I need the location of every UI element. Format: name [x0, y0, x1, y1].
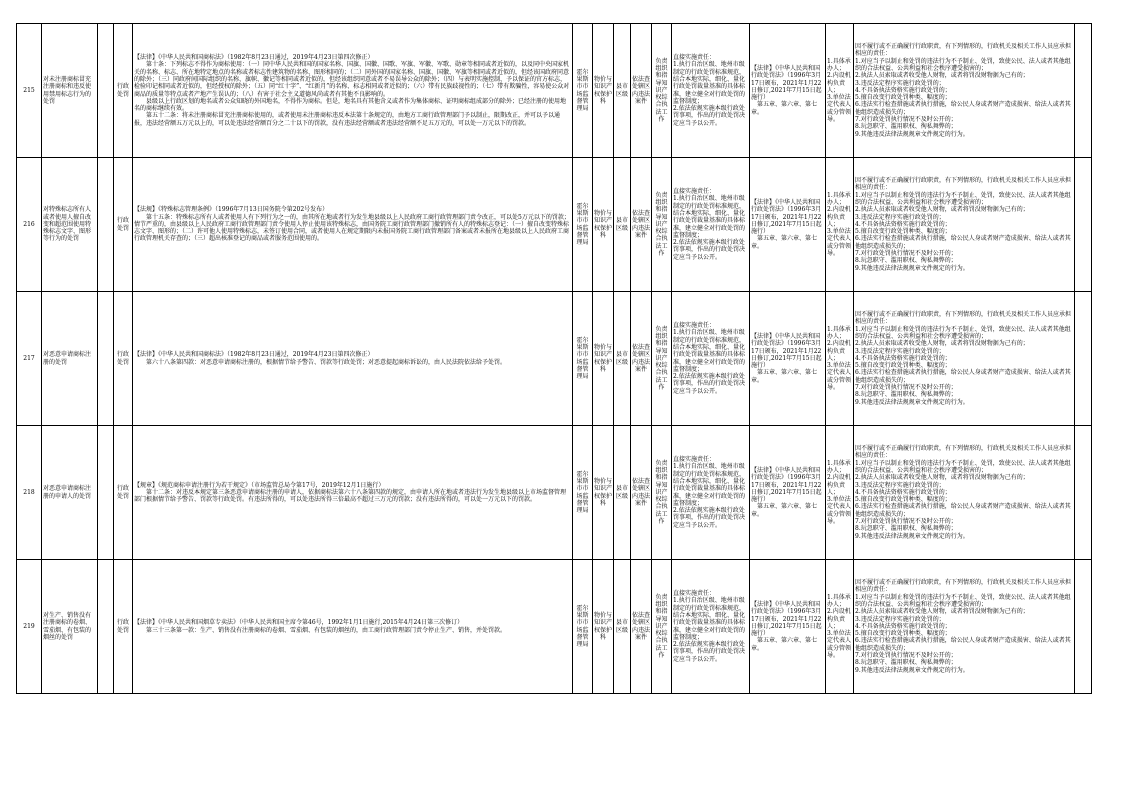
item-name: 对未注册商标冒充注册商标和违反使用禁用标志行为的处罚 — [42, 24, 98, 158]
department: 霍尔果斯市市场监督管理局 — [573, 426, 593, 560]
accountability-clauses: 因不履行或不正确履行行政职责，有下列情形的，行政机关及相关工作人员应承担相应的责任： 1.对应当予以制止和处罚的违法行为不予制止、处罚，致使公民、法人或者其他组织的合法权益、公共利益和社会秩序遭受损害的； 2.执法人员索取或者收受他人财物，或者将罚没财物据为己有的； 3.违反法定程序实施行政处罚的； 4.不具备执法资格实施行政处罚的； 5.擅自改变行政处罚种类、幅度的； 6.违法实行检查措施或者执行措施，给公民人身或者财产造成损害、给法人或者其他组织造成损失的； 7.对行政处罚执行情况不及时公开的； 8.玩忽职守、滥用职权、徇私舞弊的； 9.其他违反法律法规规章文件规定的行为。 — [854, 292, 1075, 426]
jurisdiction-scope: 依法查处辖区内违法案件 — [631, 426, 652, 560]
legal-basis — [133, 560, 573, 694]
blank-cell — [1075, 426, 1092, 560]
accountability-clauses: 因不履行或不正确履行行政职责，有下列情形的，行政机关及相关工作人员应承担相应的责任： 1.对应当予以制止和处罚的违法行为不予制止、处罚，致使公民、法人或者其他组织的合法权益、公共利益和社会秩序遭受损害的； 2.执法人员索取或者收受他人财物，或者将罚没财物据为己有的； 3.违反法定程序实施行政处罚的； 4.不具备执法资格实施行政处罚的； 5.擅自改变行政处罚种类、幅度的； 6.违法实行检查措施或者执行措施，给公民人身或者财产造成损害、给法人或者其他组织造成损失的； 7.对行政处罚执行情况不及时公开的； 8.玩忽职守、滥用职权、徇私舞弊的； 9.其他违反法律法规规章文件规定的行为。 — [854, 560, 1075, 694]
blank-cell — [98, 292, 114, 426]
table-row — [17, 560, 1092, 694]
item-type: 行政处罚 — [114, 24, 133, 158]
table-row — [17, 292, 1092, 426]
legal-basis-text: 【规章】《规范商标申请注册行为若干规定》（市场监管总局令第17号，2019年12月1日施行） 第十二条：对违反本规定第三条恶意申请商标注册的申请人，依据商标法第六十八条第四款的规定，由申请人所在地或者违法行为发生地县级以上市场监督管理部门根据情节给予警告、罚款等行政处罚。有违法所得的，可以处违法所得三倍最高不超过三万元的罚款；没有违法所得的，可以处一万元以下的罚款。 — [134, 481, 567, 504]
implementation-responsibility: 直接实施责任： 1.执行自治区级、地州市级制定的行政处罚标准规范，结合本地实际，细化、量化行政处罚裁量基准的具体标准，建立健全对行政处罚的监督制度； 2.依法依规实施本级行政处罚事项，作出的行政处罚决定应当予以公开。 — [672, 24, 750, 158]
table-row — [17, 24, 1092, 158]
internal-unit: 物价与知识产权保护科 — [593, 292, 614, 426]
internal-unit: 物价与知识产权保护科 — [593, 560, 614, 694]
responsibility-table — [16, 23, 1092, 694]
blank-cell — [1075, 158, 1092, 292]
responsible-subject: 1.具体承办人； 2.内设机构负责人； 3.单位法定代表人或分管领导。 — [826, 158, 854, 292]
responsibility-basis: 【法律】《中华人民共和国行政处罚法》（1996年3月17日颁布，2021年1月22日修订,2021年7月15日起施行） 第五章、第六章、第七章。 — [750, 24, 826, 158]
item-type: 行政处罚 — [114, 292, 133, 426]
department: 霍尔果斯市市场监督管理局 — [573, 24, 593, 158]
department: 霍尔果斯市市场监督管理局 — [573, 158, 593, 292]
exercise-level: 县市区级 — [614, 24, 631, 158]
item-name: 对恶意申请商标注册的申请人的处罚 — [42, 426, 98, 560]
jurisdiction-scope: 依法查处辖区内违法案件 — [631, 158, 652, 292]
item-type: 行政处罚 — [114, 560, 133, 694]
table-row — [17, 158, 1092, 292]
responsibility-duty: 负责组织和指导知识产权综合执法工作 — [652, 24, 672, 158]
legal-basis-text: 【法规】《特殊标志管理条例》（1996年7月13日国务院令第202号发布） 第十五条：特殊标志所有人或者使用人有下列行为之一的，由其所在地或者行为发生地县级以上人民政府工商行政管理部门责令改正，可以处5万元以下的罚款；情节严重的，由县级以上人民政府工商行政管理部门责令使用人停止使用该特殊标志，由国务院工商行政管理部门撤销所有人的特殊标志登记：（一）擅自改变特殊标志文字、图形的；（二）许可他人使用特殊标志，未签订使用合同，或者使用人在规定期限内未报国务院工商行政管理部门备案或者未报所在地县级以上人民政府工商行政管理机关存查的；（三）超出核准登记的商品或者服务范围使用的。 — [134, 206, 570, 243]
accountability-clauses: 因不履行或不正确履行行政职责，有下列情形的，行政机关及相关工作人员应承担相应的责任： 1.对应当予以制止和处罚的违法行为不予制止、处罚，致使公民、法人或者其他组织的合法权益、公共利益和社会秩序遭受损害的； 2.执法人员索取或者收受他人财物，或者将罚没财物据为己有的； 3.违反法定程序实施行政处罚的； 4.不具备执法资格实施行政处罚的； 5.擅自改变行政处罚种类、幅度的； 6.违法实行检查措施或者执行措施，给公民人身或者财产造成损害、给法人或者其他组织造成损失的； 7.对行政处罚执行情况不及时公开的； 8.玩忽职守、滥用职权、徇私舞弊的； 9.其他违反法律法规规章文件规定的行为。 — [854, 24, 1075, 158]
responsibility-duty: 负责组织和指导知识产权综合执法工作 — [652, 158, 672, 292]
accountability-clauses: 因不履行或不正确履行行政职责，有下列情形的，行政机关及相关工作人员应承担相应的责任： 1.对应当予以制止和处罚的违法行为不予制止、处罚，致使公民、法人或者其他组织的合法权益、公共利益和社会秩序遭受损害的； 2.执法人员索取或者收受他人财物，或者将罚没财物据为己有的； 3.违反法定程序实施行政处罚的； 4.不具备执法资格实施行政处罚的； 5.擅自改变行政处罚种类、幅度的； 6.违法实行检查措施或者执行措施，给公民人身或者财产造成损害、给法人或者其他组织造成损失的； 7.对行政处罚执行情况不及时公开的； 8.玩忽职守、滥用职权、徇私舞弊的； 9.其他违反法律法规规章文件规定的行为。 — [854, 426, 1075, 560]
department: 霍尔果斯市市场监督管理局 — [573, 292, 593, 426]
implementation-responsibility: 直接实施责任： 1.执行自治区级、地州市级制定的行政处罚标准规范，结合本地实际，细化、量化行政处罚裁量基准的具体标准，建立健全对行政处罚的监督制度； 2.依法依规实施本级行政处罚事项，作出的行政处罚决定应当予以公开。 — [672, 158, 750, 292]
exercise-level: 县市区级 — [614, 426, 631, 560]
legal-basis — [133, 158, 573, 292]
internal-unit: 物价与知识产权保护科 — [593, 426, 614, 560]
exercise-level: 县市区级 — [614, 292, 631, 426]
jurisdiction-scope: 依法查处辖区内违法案件 — [631, 292, 652, 426]
implementation-responsibility: 直接实施责任： 1.执行自治区级、地州市级制定的行政处罚标准规范，结合本地实际，细化、量化行政处罚裁量基准的具体标准，建立健全对行政处罚的监督制度； 2.依法依规实施本级行政处罚事项，作出的行政处罚决定应当予以公开。 — [672, 560, 750, 694]
item-name: 对特殊标志所有人或者使用人擅自改变和超范围使用特殊标志文字、图形等行为的处罚 — [42, 158, 98, 292]
exercise-level: 县市区级 — [614, 158, 631, 292]
blank-cell — [1075, 292, 1092, 426]
responsibility-duty: 负责组织和指导知识产权综合执法工作 — [652, 426, 672, 560]
responsible-subject: 1.具体承办人； 2.内设机构负责人； 3.单位法定代表人或分管领导。 — [826, 24, 854, 158]
implementation-responsibility: 直接实施责任： 1.执行自治区级、地州市级制定的行政处罚标准规范，结合本地实际，细化、量化行政处罚裁量基准的具体标准，建立健全对行政处罚的监督制度； 2.依法依规实施本级行政处罚事项，作出的行政处罚决定应当予以公开。 — [672, 426, 750, 560]
legal-basis-text: 【法律】《中华人民共和国商标法》（1982年8月23日通过，2019年4月23日第四次修正） 第十条：下列标志不得作为商标使用：（一）同中华人民共和国的国家名称、国旗、国徽、国歌、军旗、军徽、军歌、勋章等相同或者近似的，以及同中央国家机关的名称、标志、所在地特定地点的名称或者标志性建筑物的名称、图形相同的；（二）同外国的国家名称、国旗、国徽、军旗等相同或者近似的，但经该国政府同意的除外；（三）同政府间国际组织的名称、旗帜、徽记等相同或者近似的，但经该组织同意或者不易误导公众的除外；（四）与表明实施控制、予以保证的官方标志、检验印记相同或者近似的，但经授权的除外；（五）同“红十字”、“红新月”的名称、标志相同或者近似的；（六）带有民族歧视性的；（七）带有欺骗性，容易使公众对商品的质量等特点或者产地产生误认的；（八）有害于社会主义道德风尚或者有其他不良影响的。 县级以上行政区划的地名或者公众知晓的外国地名，不得作为商标。但是，地名具有其他含义或者作为集体商标、证明商标组成部分的除外；已经注册的使用地名的商标继续有效。 第五十二条：将未注册商标冒充注册商标使用的，或者使用未注册商标违反本法第十条规定的，由地方工商行政管理部门予以制止，限期改正，并可以予以通报，违法经营额五万元以上的，可以处违法经营额百分之二十以下的罚款，没有违法经营额或者违法经营额不足五万元的，可以处一万元以下的罚款。 — [134, 53, 570, 127]
blank-cell — [1075, 24, 1092, 158]
responsibility-duty: 负责组织和指导知识产权综合执法工作 — [652, 292, 672, 426]
responsible-subject: 1.具体承办人； 2.内设机构负责人； 3.单位法定代表人或分管领导。 — [826, 426, 854, 560]
legal-basis — [133, 292, 573, 426]
blank-cell — [1075, 560, 1092, 694]
item-type: 行政处罚 — [114, 158, 133, 292]
exercise-level: 县市区级 — [614, 560, 631, 694]
implementation-responsibility: 直接实施责任： 1.执行自治区级、地州市级制定的行政处罚标准规范，结合本地实际，细化、量化行政处罚裁量基准的具体标准，建立健全对行政处罚的监督制度； 2.依法依规实施本级行政处罚事项，作出的行政处罚决定应当予以公开。 — [672, 292, 750, 426]
legal-basis — [133, 426, 573, 560]
item-name: 对生产、销售没有注册商标的卷烟、雪茄烟、有包装的烟丝的处罚 — [42, 560, 98, 694]
responsibility-basis: 【法律】《中华人民共和国行政处罚法》（1996年3月17日颁布，2021年1月22日修订,2021年7月15日起施行） 第五章、第六章、第七章。 — [750, 292, 826, 426]
row-number: 215 — [17, 24, 42, 158]
row-number: 217 — [17, 292, 42, 426]
legal-basis-text: 【法律】《中华人民共和国商标法》（1982年8月23日通过，2019年4月23日第四次修正） 第六十八条第四款：对恶意申请商标注册的，根据情节给予警告、罚款等行政处罚；对恶意提起商标诉讼的，由人民法院依法给予处罚。 — [134, 351, 507, 366]
jurisdiction-scope: 依法查处辖区内违法案件 — [631, 560, 652, 694]
item-name: 对恶意申请商标注册的处罚 — [42, 292, 98, 426]
row-number: 216 — [17, 158, 42, 292]
blank-cell — [98, 426, 114, 560]
internal-unit: 物价与知识产权保护科 — [593, 158, 614, 292]
item-type: 行政处罚 — [114, 426, 133, 560]
responsibility-duty: 负责组织和指导知识产权综合执法工作 — [652, 560, 672, 694]
blank-cell — [98, 158, 114, 292]
accountability-clauses: 因不履行或不正确履行行政职责，有下列情形的，行政机关及相关工作人员应承担相应的责任： 1.对应当予以制止和处罚的违法行为不予制止、处罚，致使公民、法人或者其他组织的合法权益、公共利益和社会秩序遭受损害的； 2.执法人员索取或者收受他人财物，或者将罚没财物据为己有的； 3.违反法定程序实施行政处罚的； 4.不具备执法资格实施行政处罚的； 5.擅自改变行政处罚种类、幅度的； 6.违法实行检查措施或者执行措施，给公民人身或者财产造成损害、给法人或者其他组织造成损失的； 7.对行政处罚执行情况不及时公开的； 8.玩忽职守、滥用职权、徇私舞弊的； 9.其他违反法律法规规章文件规定的行为。 — [854, 158, 1075, 292]
legal-basis-text: 【法律】《中华人民共和国烟草专卖法》（中华人民共和国主席令第46号，1992年1月1日施行,2015年4月24日第三次修订） 第三十三条第一款：生产、销售没有注册商标的卷烟、雪茄烟、有包装的烟丝的，由工商行政管理部门责令停止生产、销售，并处罚款。 — [134, 619, 507, 634]
responsibility-basis: 【法律】《中华人民共和国行政处罚法》（1996年3月17日颁布，2021年1月22日修订,2021年7月15日起施行） 第五章、第六章、第七章。 — [750, 426, 826, 560]
table-row — [17, 426, 1092, 560]
internal-unit: 物价与知识产权保护科 — [593, 24, 614, 158]
responsible-subject: 1.具体承办人； 2.内设机构负责人； 3.单位法定代表人或分管领导。 — [826, 292, 854, 426]
table-body — [17, 24, 1092, 694]
jurisdiction-scope: 依法查处辖区内违法案件 — [631, 24, 652, 158]
responsibility-basis: 【法律】《中华人民共和国行政处罚法》（1996年3月17日颁布，2021年1月22日修订,2021年7月15日起施行） 第五章、第六章、第七章。 — [750, 158, 826, 292]
blank-cell — [98, 24, 114, 158]
blank-cell — [98, 560, 114, 694]
department: 霍尔果斯市市场监督管理局 — [573, 560, 593, 694]
legal-basis — [133, 24, 573, 158]
responsible-subject: 1.具体承办人； 2.内设机构负责人； 3.单位法定代表人或分管领导。 — [826, 560, 854, 694]
responsibility-basis: 【法律】《中华人民共和国行政处罚法》（1996年3月17日颁布，2021年1月22日修订,2021年7月15日起施行） 第五章、第六章、第七章。 — [750, 560, 826, 694]
row-number: 219 — [17, 560, 42, 694]
row-number: 218 — [17, 426, 42, 560]
